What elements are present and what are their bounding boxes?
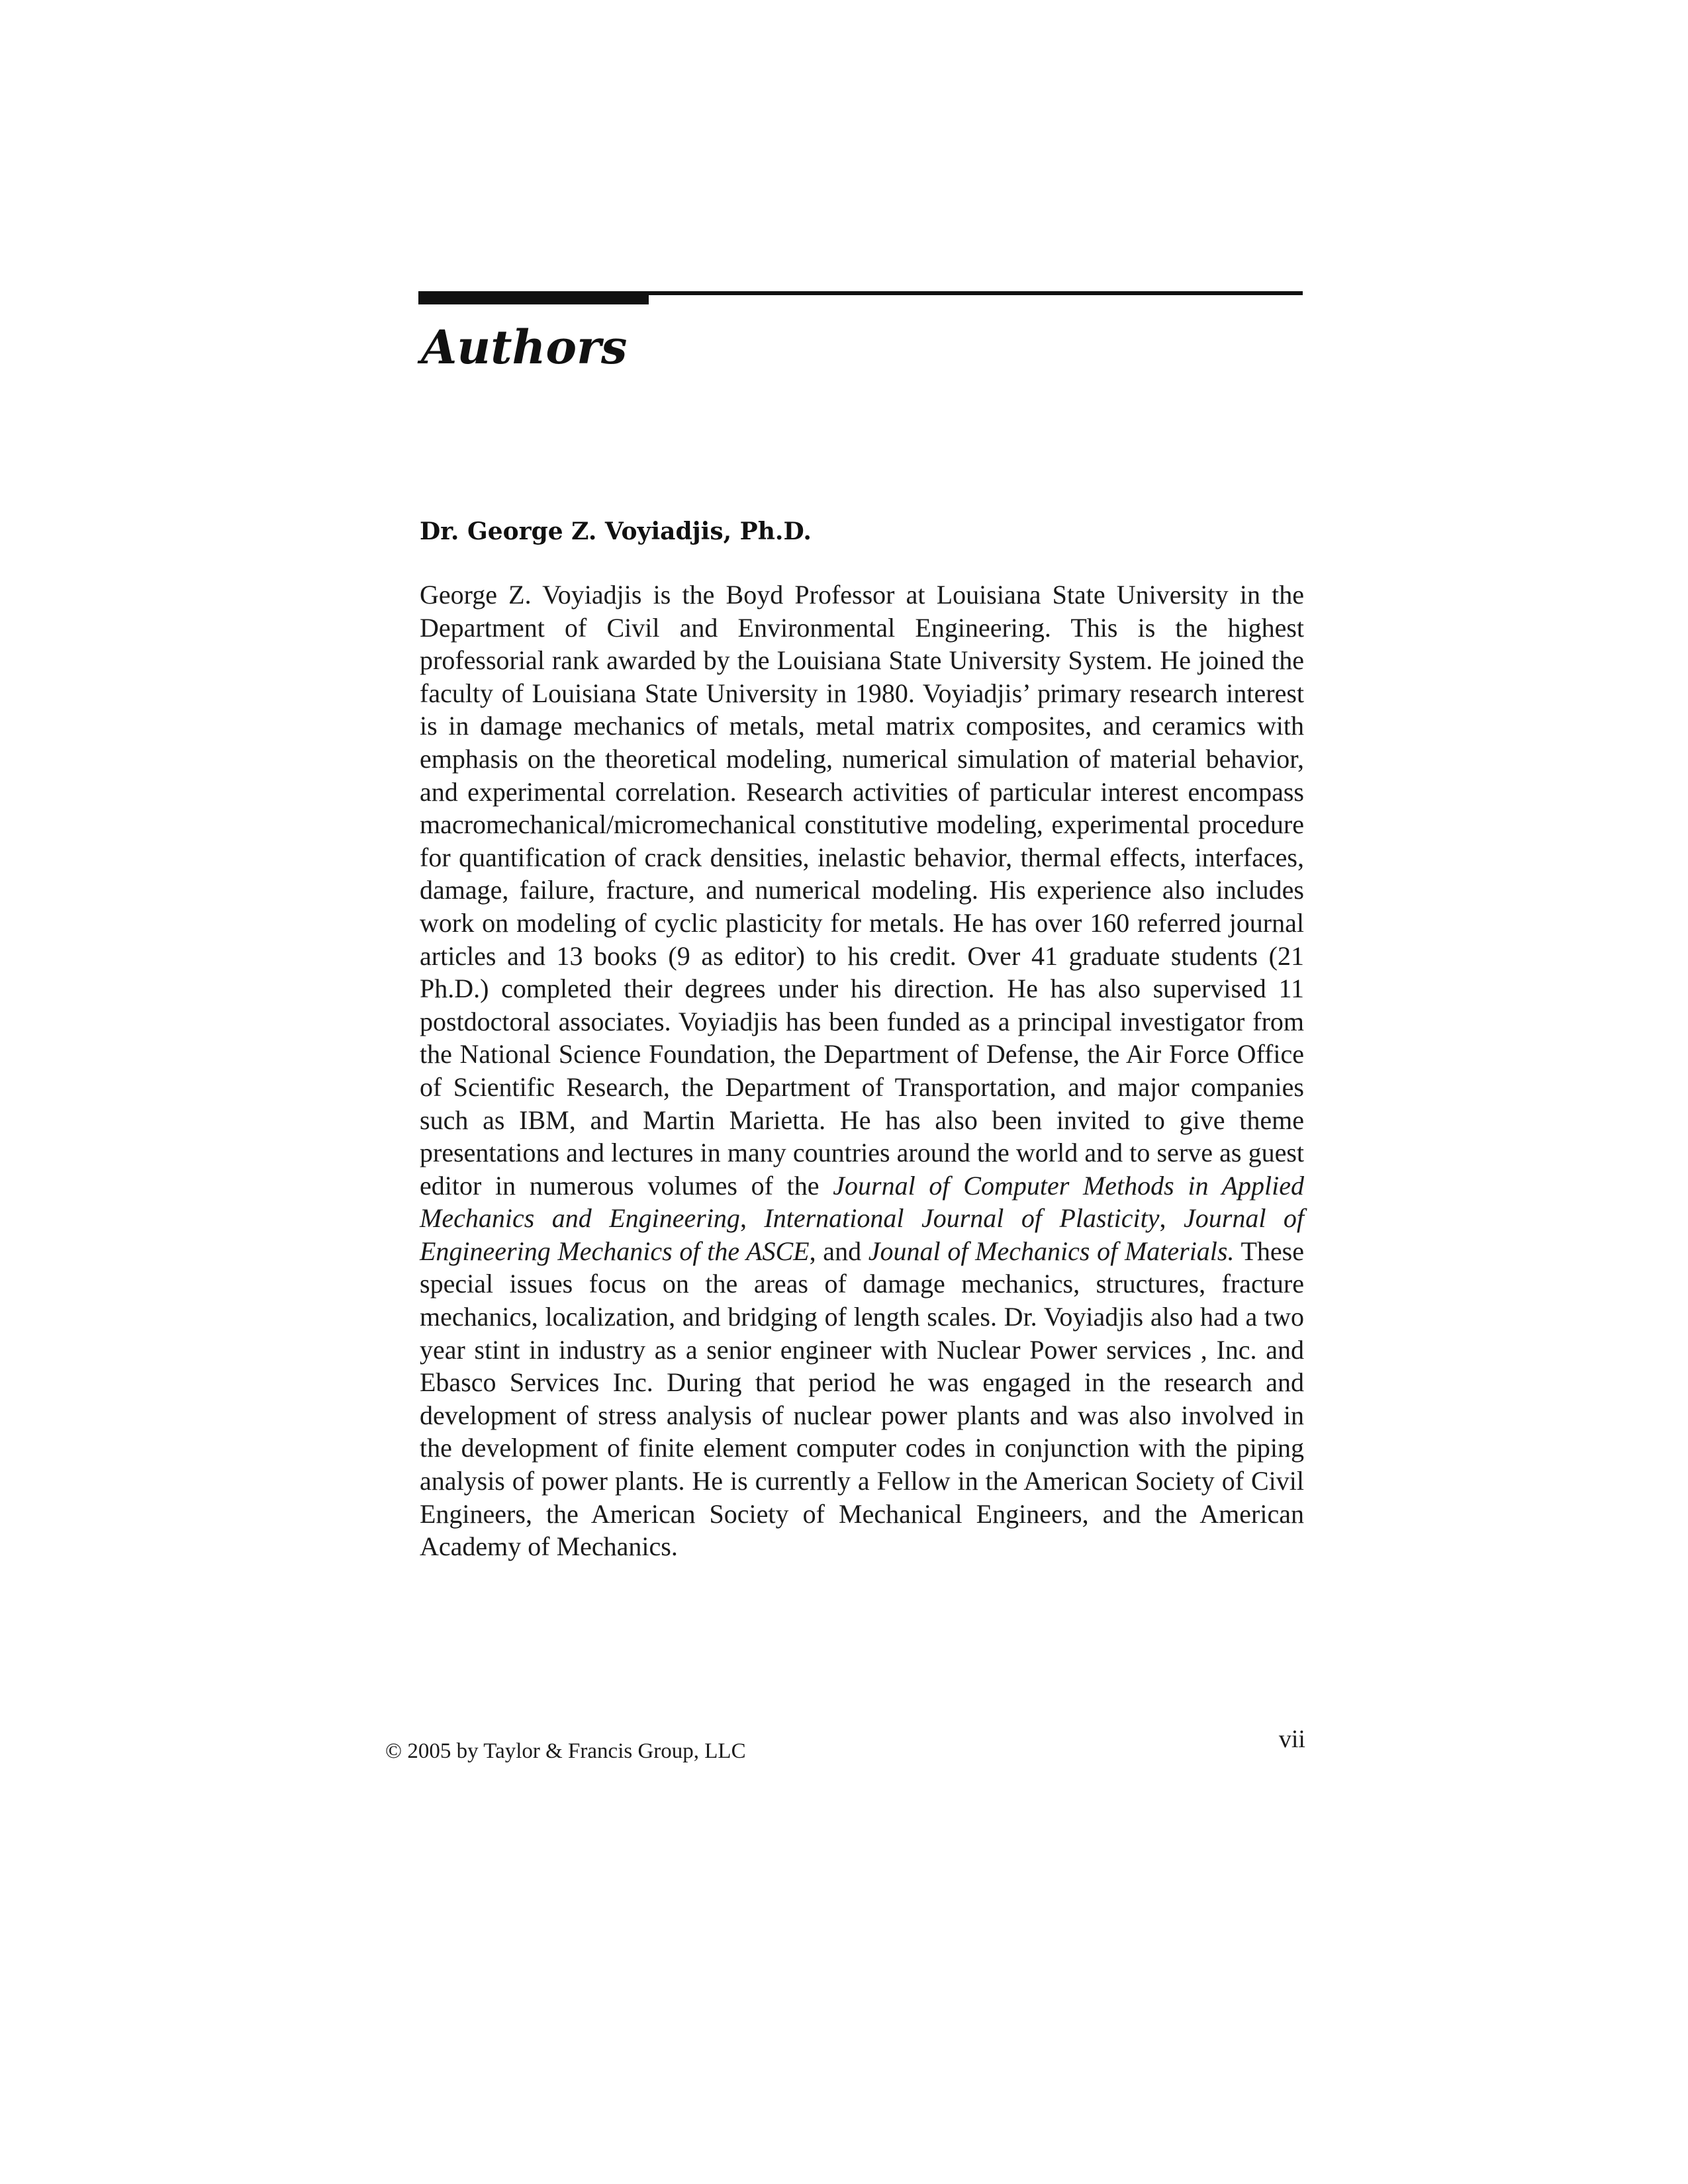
bio-text: , and — [809, 1236, 868, 1266]
bio-text: , — [739, 1203, 765, 1234]
bio-text: , — [1159, 1203, 1184, 1234]
author-name: Dr. George Z. Voyiadjis, Ph.D. — [420, 518, 812, 545]
journal-title: Journal of Computer Methods in Applied Mechanics and Engineering — [420, 1170, 1305, 1234]
journal-title: Journal of Engineering Mechanics of the ASCE — [420, 1203, 1305, 1266]
copyright-notice: © 2005 by Taylor & Francis Group, LLC — [385, 1739, 746, 1763]
journal-title: Jounal of Mechanics of Materials. — [868, 1236, 1235, 1266]
bio-text: These special issues focus on the areas of damage mechanics, structures, fracture mechanics, localization, and bridging of length scales. Dr. Voyiadjis also had a two year stint in industry as a senior engineer with Nuclear Power services , Inc. and Ebasco Services Inc. During that period he was engaged in the research and development of stress analysis of nuclear power plants and was also involved in the development of finite element computer codes in conjunction with the piping analysis of power plants. He is currently a Fellow in the American Society of Civil Engineers, the American Society of Mechanical Engineers, and the American Academy of Mechanics. — [420, 1236, 1304, 1562]
header-rule-accent — [418, 291, 649, 304]
author-biography — [420, 578, 1304, 1563]
journal-title: International Journal of Plasticity — [764, 1203, 1160, 1234]
bio-text: George Z. Voyiadjis is the Boyd Professor at Louisiana State University in the Department of Civil and Environmental Engineering. This is the highest professorial rank awarded by the Louisiana State University System. He joined the faculty of Louisiana State University in 1980. Voyiadjis’ primary research interest is in damage mechanics of metals, metal matrix composites, and ceramics with emphasis on the theoretical modeling, numerical simulation of material behavior, and experimental correlation. Research activities of particular interest encompass macromechanical/micromechanical constitutive modeling, experimental procedure for quantification of crack densities, inelastic behavior, thermal effects, interfaces, damage, failure, fracture, and numerical modeling. His experience also includes work on modeling of cyclic plasticity for metals. He has over 160 referred journal articles and 13 books (9 as editor) to his credit. Over 41 graduate students (21 Ph.D.) completed their degrees under his direction. He has also supervised 11 postdoctoral associates. Voyiadjis has been funded as a principal investigator from the National Science Foundation, the Department of Defense, the Air Force Office of Scientific Research, the Department of Transportation, and major companies such as IBM, and Martin Marietta. He has also been invited to give theme presentations and lectures in many countries around the world and to serve as guest editor in numerous volumes of the — [420, 580, 1304, 1201]
page-number: vii — [1278, 1725, 1305, 1753]
chapter-title: Authors — [421, 320, 628, 375]
